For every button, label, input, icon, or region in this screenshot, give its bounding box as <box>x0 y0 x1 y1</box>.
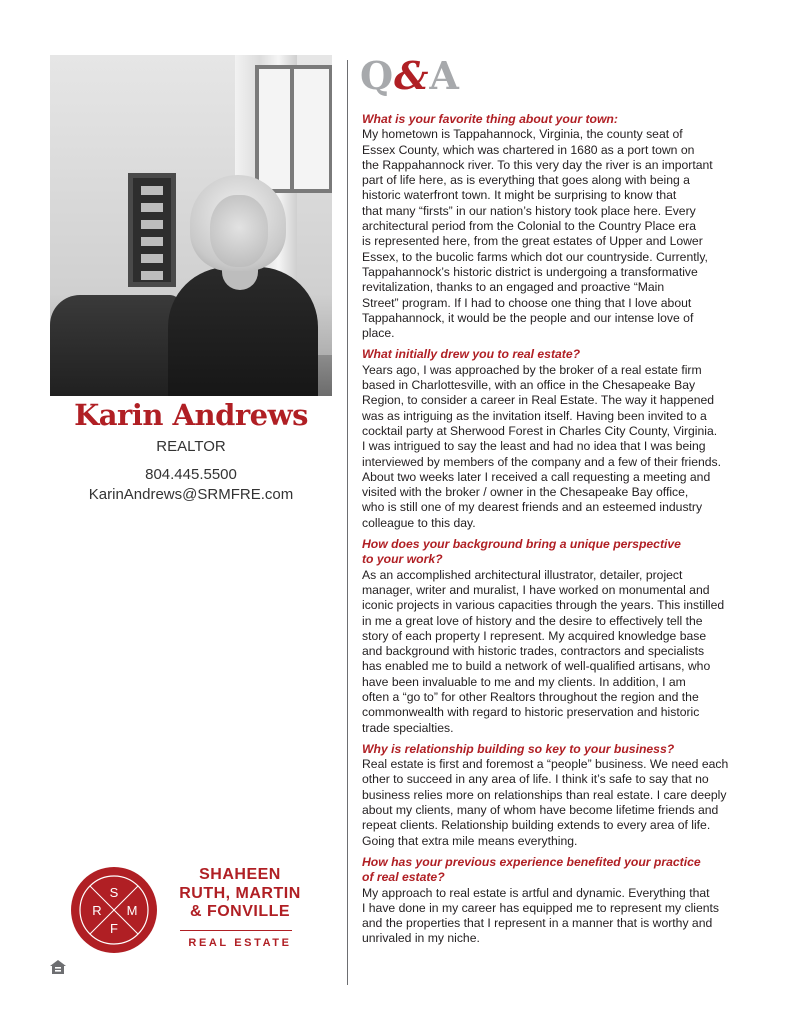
qa-answer-line: My hometown is Tappahannock, Virginia, the county seat of <box>362 127 683 142</box>
qa-answer-line: and background with historic trades, contractors and specialists <box>362 644 705 659</box>
qa-answer-line: repeat clients. Relationship building extends to every area of life. <box>362 818 711 833</box>
qa-question <box>362 537 750 568</box>
qa-answer-line: Tappahannock, it would be the people and our intense love of <box>362 310 694 325</box>
qa-answer-line: place. <box>362 326 395 341</box>
qa-answer-line: the Rappahannock river. To this very day the river is an important <box>362 157 713 172</box>
qa-answer <box>362 363 750 531</box>
qa-answer-line: Street” program. If I had to choose one thing that I love about <box>362 295 692 310</box>
qa-answer-line: based in Charlottesville, with an office in the Chesapeake Bay <box>362 378 696 393</box>
column-divider <box>347 60 348 985</box>
qa-answer-line: Years ago, I was approached by the broker of a real estate firm <box>362 362 702 377</box>
qa-answer <box>362 127 750 341</box>
srmf-logo-badge <box>70 866 158 954</box>
qa-question <box>362 855 750 886</box>
firm-name <box>165 866 315 922</box>
qa-title-a: A <box>429 53 460 98</box>
qa-answer-line: Essex, to the bucolic farms which dot our countryside. Currently, <box>362 249 708 264</box>
qa-answer-line: Real estate is first and foremost a “people” business. We need each <box>362 757 729 772</box>
qa-question-line: of real estate? <box>362 870 445 885</box>
qa-question <box>362 347 750 362</box>
qa-answer-line: Essex County, which was chartered in 1680 as a port town on <box>362 142 695 157</box>
qa-answer-line: who is still one of my dearest friends and an esteemed industry <box>362 500 703 515</box>
qa-answer-line: trade specialties. <box>362 720 454 735</box>
portrait-photo <box>50 55 332 396</box>
qa-answer-line: As an accomplished architectural illustrator, detailer, project <box>362 567 683 582</box>
firm-divider <box>180 930 292 931</box>
qa-list <box>362 112 750 953</box>
qa-answer-line: visited with the broker / owner in the Chesapeake Bay office, <box>362 485 689 500</box>
qa-answer-line: other to succeed in any area of life. I think it’s safe to say that no <box>362 772 709 787</box>
qa-question-line: to your work? <box>362 552 443 567</box>
badge-letter-r: R <box>92 903 102 918</box>
qa-answer-line: story of each property I represent. My acquired knowledge base <box>362 628 707 643</box>
badge-letter-m: M <box>126 903 138 918</box>
qa-answer-line: unrivaled in my niche. <box>362 931 480 946</box>
agent-name: Karin Andrews <box>74 398 308 432</box>
qa-question-line: What initially drew you to real estate? <box>362 347 581 362</box>
qa-answer-line: commonwealth with regard to historic preservation and historic <box>362 705 700 720</box>
qa-answer-line: in me a great love of history and the desire to effectively tell the <box>362 613 703 628</box>
qa-answer-line: iconic projects in various capacities through the years. This instilled <box>362 598 725 613</box>
qa-question <box>362 742 750 757</box>
qa-answer-line: historic waterfront town. It might be surprising to know that <box>362 188 677 203</box>
firm-line-2: RUTH, MARTIN <box>179 884 301 902</box>
qa-question-line: What is your favorite thing about your town: <box>362 112 618 126</box>
qa-answer-line: revitalization, thanks to an engaged and proactive “Main <box>362 280 665 295</box>
badge-letter-f: F <box>110 921 118 936</box>
qa-title <box>360 53 460 98</box>
agent-phone[interactable]: 804.445.5500 <box>145 466 237 483</box>
agent-email[interactable]: KarinAndrews@SRMFRE.com <box>88 486 294 503</box>
qa-title-amp: & <box>394 53 430 98</box>
qa-answer-line: My approach to real estate is artful and dynamic. Everything that <box>362 885 710 900</box>
firm-line-3: & FONVILLE <box>189 903 291 920</box>
qa-answer-line: and the properties that I represent in a manner that is worthy and <box>362 916 713 931</box>
qa-answer <box>362 886 750 947</box>
qa-answer-line: was as intriguing as the invitation itself. Having been invited to a <box>362 408 707 423</box>
qa-answer-line: I have done in my career has equipped me to represent my clients <box>362 900 720 915</box>
qa-answer <box>362 568 750 736</box>
qa-question-line: How has your previous experience benefited your practice <box>362 854 701 869</box>
qa-answer-line: has enabled me to build a network of well-qualified artisans, who <box>362 659 711 674</box>
qa-answer-line: is represented here, from the great estates of Upper and Lower <box>362 234 703 249</box>
qa-answer-line: Tappahannock’s historic district is undergoing a transformative <box>362 264 698 279</box>
qa-answer <box>362 757 750 849</box>
qa-answer-line: architectural period from the Colonial to the Country Place era <box>362 219 696 234</box>
qa-answer-line: Going that extra mile means everything. <box>362 833 578 848</box>
qa-answer-line: interviewed by members of the company and a few of their friends. <box>362 454 722 469</box>
agent-role: REALTOR <box>156 438 226 455</box>
qa-answer-line: business relies more on relationships than real estate. I care deeply <box>362 787 727 802</box>
qa-answer-line: Region, to consider a career in Real Estate. The way it happened <box>362 393 715 408</box>
qa-question-line: Why is relationship building so key to your business? <box>362 741 675 756</box>
qa-answer-line: About two weeks later I received a call requesting a meeting and <box>362 469 711 484</box>
firm-subtitle: REAL ESTATE <box>188 937 292 949</box>
qa-answer-line: manager, writer and muralist, I have worked on monumental and <box>362 582 710 597</box>
equal-housing-icon <box>50 960 66 974</box>
qa-title-q: Q <box>360 53 395 98</box>
qa-answer-line: that many “firsts” in our nation’s history took place here. Every <box>362 203 696 218</box>
qa-question <box>362 112 750 127</box>
qa-answer-line: often a “go to” for other Realtors throughout the region and the <box>362 689 699 704</box>
qa-answer-line: colleague to this day. <box>362 515 476 530</box>
qa-answer-line: I was intrigued to say the least and had no idea that I was being <box>362 439 706 454</box>
qa-answer-line: about my clients, many of whom have become lifetime friends and <box>362 803 719 818</box>
qa-answer-line: cocktail party at Sherwood Forest in Charles City County, Virginia. <box>362 423 718 438</box>
badge-letter-s: S <box>109 885 119 900</box>
qa-answer-line: have been invaluable to me and my clients. In addition, I am <box>362 674 686 689</box>
qa-answer-line: part of life here, as is everything that goes along with being a <box>362 173 690 188</box>
firm-line-1: SHAHEEN <box>199 866 281 883</box>
qa-question-line: How does your background bring a unique perspective <box>362 537 681 552</box>
